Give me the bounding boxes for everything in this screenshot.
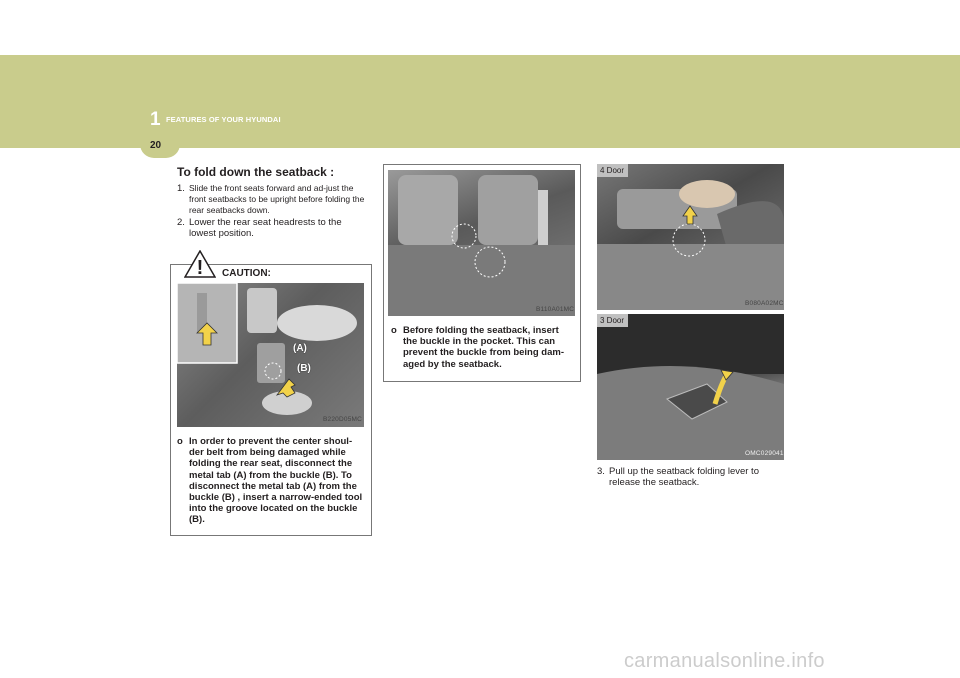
buckle-photo [177, 283, 364, 427]
door-tag-4: 4 Door [597, 164, 628, 177]
bullet-marker: o [391, 325, 397, 336]
image-code: OMC029041 [745, 450, 784, 457]
four-door-photo [597, 164, 784, 310]
three-door-photo [597, 314, 784, 460]
chapter-number: 1 [150, 109, 161, 130]
watermark: carmanualsonline.info [624, 650, 825, 672]
step-item [177, 183, 367, 217]
pocket-text [391, 325, 573, 370]
image-code: B220D05MC [323, 416, 363, 423]
caution-text [177, 436, 365, 526]
image-code: B080A02MC [745, 300, 784, 307]
warning-icon [184, 250, 216, 278]
rear-seat-illustration [388, 170, 575, 316]
callout-a: (A) [293, 343, 307, 354]
callout-b: (B) [297, 363, 311, 374]
chapter-title: FEATURES OF YOUR HYUNDAI [166, 115, 281, 124]
rear-seat-photo [388, 170, 575, 316]
buckle-illustration [177, 283, 364, 427]
step-text: Slide the front seats forward and ad-just the front seatbacks to be upright before folding the rear seatbacks down. [189, 183, 365, 216]
step-text: Lower the rear seat headrests to the lowest position. [189, 216, 342, 239]
four-door-illustration [597, 164, 784, 310]
three-door-illustration [597, 314, 784, 460]
step-number: 1. [177, 183, 185, 194]
svg-text:!: ! [196, 257, 204, 278]
step-number: 3. [597, 466, 605, 477]
caution-body: In order to prevent the center shoul-der belt from being damaged while folding the rear seat, disconnect the metal tab (A) from the buckle (B). To disconnect the metal tab (A) from the buckle (B) , insert a narrow-ended tool into the groove located on the buckle (B). [189, 436, 363, 526]
step-text: Pull up the seatback folding lever to release the seatback. [609, 466, 759, 489]
pocket-body: Before folding the seatback, insert the buckle in the pocket. This can prevent the buckle from being dam-aged by the seatback. [403, 325, 564, 370]
step-item [177, 217, 367, 239]
caution-label: CAUTION: [222, 268, 271, 279]
image-code: B110A01MC [536, 306, 575, 313]
step-3 [597, 466, 785, 488]
door-tag-3: 3 Door [597, 314, 628, 327]
page-number: 20 [150, 140, 162, 151]
bullet-marker: o [177, 436, 183, 447]
step-number: 2. [177, 216, 185, 228]
steps-list [177, 183, 367, 239]
section-title: To fold down the seatback : [177, 165, 335, 179]
